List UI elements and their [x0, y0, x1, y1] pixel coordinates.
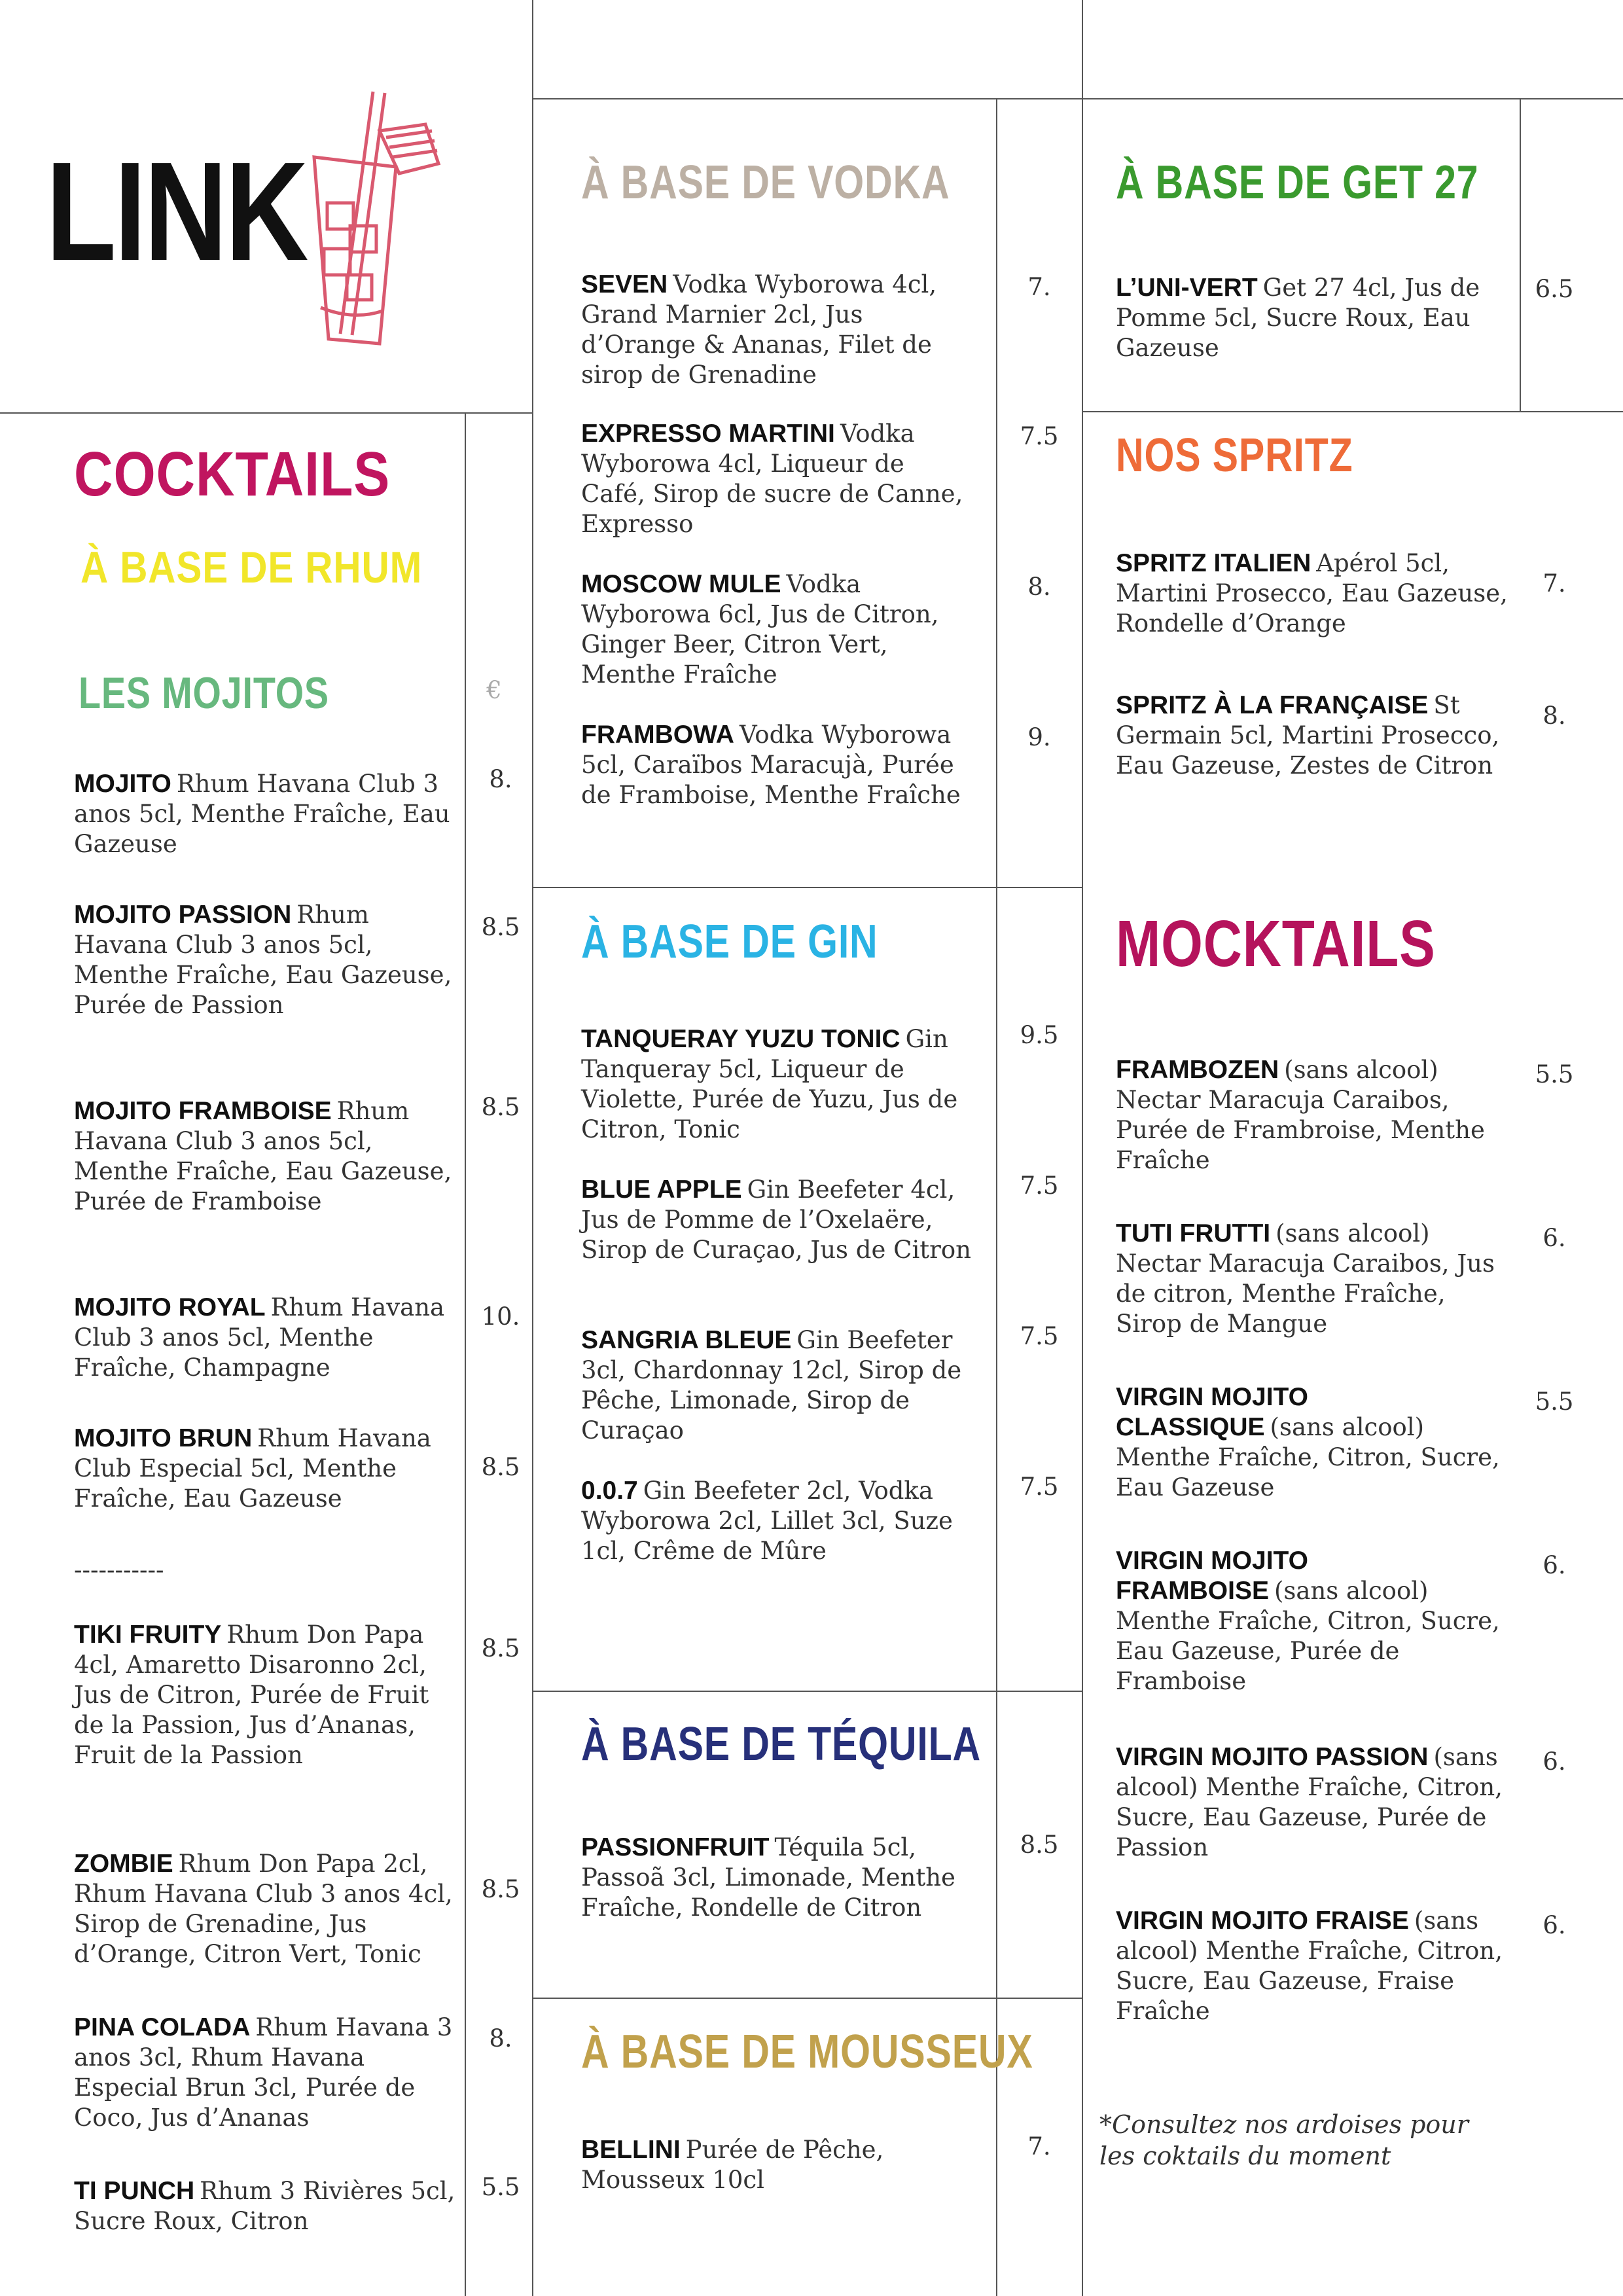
cocktails-title: COCKTAILS [74, 439, 391, 509]
item-price: 9. [1027, 723, 1051, 751]
item-price: 10. [481, 1302, 520, 1331]
item-desc: Vodka Wyborowa 4cl, Liqueur de Café, Sirop de sucre de Canne, Expresso [581, 420, 963, 538]
item-price: 8.5 [481, 1634, 520, 1662]
menu-item [581, 2135, 974, 2195]
divider [532, 0, 533, 2296]
item-desc: Apérol 5cl, Martini Prosecco, Eau Gazeuse, Rondelle d’Orange [1116, 549, 1508, 637]
menu-item [581, 569, 974, 690]
item-name: TIKI FRUITY [74, 1621, 222, 1649]
menu-item [581, 1024, 974, 1145]
item-price: 7.5 [1020, 422, 1059, 450]
divider [1082, 0, 1083, 2296]
menu-item [581, 1833, 974, 1923]
currency: € [486, 676, 502, 704]
menu-item [74, 900, 463, 1020]
item-price: 6. [1543, 1911, 1566, 1939]
divider [532, 1998, 1082, 1999]
item-price: 5.5 [1535, 1060, 1574, 1088]
item-price: 8.5 [481, 1093, 520, 1121]
item-price: 6. [1543, 1551, 1566, 1579]
item-desc: Rhum Havana Club 3 anos 5cl, Menthe Fraîche, Champagne [74, 1293, 445, 1382]
divider [996, 98, 997, 2296]
divider [532, 1691, 1082, 1692]
item-name: SEVEN [581, 270, 668, 298]
item-name: PASSIONFRUIT [581, 1833, 770, 1861]
menu-item [1116, 1382, 1508, 1503]
item-name: MOSCOW MULE [581, 570, 781, 598]
item-desc: Rhum Havana Club Especial 5cl, Menthe Fraîche, Eau Gazeuse [74, 1424, 431, 1513]
vodka-title: À BASE DE VODKA [581, 156, 950, 209]
item-name: MOJITO ROYAL [74, 1293, 266, 1321]
menu-item [581, 1325, 974, 1446]
item-desc: Gin Tanqueray 5cl, Liqueur de Violette, Purée de Yuzu, Jus de Citron, Tonic [581, 1025, 958, 1143]
item-desc: Gin Beefeter 3cl, Chardonnay 12cl, Sirop de Pêche, Limonade, Sirop de Curaçao [581, 1326, 962, 1444]
item-desc: Purée de Pêche, Mousseux 10cl [581, 2136, 884, 2194]
item-name: TUTI FRUTTI [1116, 1219, 1271, 1247]
gin-title: À BASE DE GIN [581, 916, 878, 968]
item-name: MOJITO FRAMBOISE [74, 1097, 332, 1125]
item-name: MOJITO BRUN [74, 1424, 253, 1452]
item-name: TANQUERAY YUZU TONIC [581, 1025, 901, 1053]
item-desc: Vodka Wyborowa 6cl, Jus de Citron, Ginger Beer, Citron Vert, Menthe Fraîche [581, 570, 939, 689]
tequila-title: À BASE DE TÉQUILA [581, 1718, 981, 1770]
item-price: 7. [1027, 2132, 1051, 2161]
menu-item [581, 720, 974, 810]
menu-item [1116, 1219, 1508, 1339]
menu-item [581, 1476, 974, 1566]
menu-item [74, 2176, 463, 2236]
menu-item [74, 769, 463, 859]
menu-item [1116, 1055, 1508, 1175]
menu-item [74, 1096, 463, 1217]
item-price: 7.5 [1020, 1473, 1059, 1501]
item-desc: Gin Beefeter 4cl, Jus de Pomme de l’Oxelaëre, Sirop de Curaçao, Jus de Citron [581, 1175, 971, 1264]
menu-item [74, 1849, 467, 1969]
divider [532, 98, 1623, 99]
item-desc: (sans alcool) Menthe Fraîche, Citron, Sucre, Eau Gazeuse, Purée de Passion [1116, 1743, 1503, 1861]
item-name: BELLINI [581, 2136, 681, 2164]
item-price: 8.5 [481, 913, 520, 941]
item-name: SPRITZ À LA FRANÇAISE [1116, 691, 1429, 719]
item-price: 7.5 [1020, 1172, 1059, 1200]
item-name: MOJITO PASSION [74, 901, 292, 929]
item-desc: (sans alcool) Menthe Fraîche, Citron, Sucre, Eau Gazeuse [1116, 1413, 1500, 1501]
menu-item [1116, 1906, 1508, 2026]
divider [1520, 98, 1521, 411]
item-price: 6. [1543, 1224, 1566, 1252]
item-price: 5.5 [1535, 1388, 1574, 1416]
item-price: 7.5 [1020, 1322, 1059, 1350]
item-name: SPRITZ ITALIEN [1116, 549, 1311, 577]
item-name: SANGRIA BLEUE [581, 1326, 792, 1354]
mocktails-title: MOCKTAILS [1116, 907, 1436, 980]
item-price: 9.5 [1020, 1021, 1059, 1049]
item-price: 8.5 [481, 1453, 520, 1481]
item-name: FRAMBOWA [581, 721, 734, 749]
menu-item [74, 1424, 463, 1514]
item-desc: (sans alcool) Nectar Maracuja Caraibos, Jus de citron, Menthe Fraîche, Sirop de Mangue [1116, 1219, 1495, 1338]
rhum-title: À BASE DE RHUM [80, 543, 423, 592]
item-desc: (sans alcool) Nectar Maracuja Caraibos, Purée de Frambroise, Menthe Fraîche [1116, 1056, 1485, 1174]
mousseux-title: À BASE DE MOUSSEUX [581, 2026, 1033, 2078]
get27-title: À BASE DE GET 27 [1116, 156, 1479, 209]
item-name: VIRGIN MOJITO PASSION [1116, 1743, 1429, 1771]
item-name: PINA COLADA [74, 2013, 251, 2041]
menu-item [581, 419, 974, 539]
item-price: 7. [1027, 273, 1051, 301]
separator: ----------- [74, 1556, 164, 1584]
item-desc: Get 27 4cl, Jus de Pomme 5cl, Sucre Roux, Eau Gazeuse [1116, 274, 1480, 362]
item-name: VIRGIN MOJITO FRAISE [1116, 1907, 1409, 1935]
item-desc: (sans alcool) Menthe Fraîche, Citron, Sucre, Eau Gazeuse, Purée de Framboise [1116, 1577, 1500, 1695]
item-desc: Rhum Havana Club 3 anos 5cl, Menthe Fraîche, Eau Gazeuse [74, 770, 450, 858]
menu-item [1116, 1742, 1508, 1863]
item-desc: (sans alcool) Menthe Fraîche, Citron, Sucre, Eau Gazeuse, Fraise Fraîche [1116, 1907, 1503, 2025]
item-price: 8. [1543, 702, 1566, 730]
menu-item [581, 270, 974, 390]
item-desc: Vodka Wyborowa 5cl, Caraïbos Maracujà, Purée de Framboise, Menthe Fraîche [581, 721, 961, 809]
item-name: 0.0.7 [581, 1477, 638, 1505]
item-price: 8. [489, 765, 512, 793]
divider [532, 887, 1082, 888]
item-desc: Rhum 3 Rivières 5cl, Sucre Roux, Citron [74, 2177, 455, 2235]
item-price: 8. [489, 2024, 512, 2053]
item-name: MOJITO [74, 770, 171, 798]
item-price: 7. [1543, 569, 1566, 598]
item-desc: Vodka Wyborowa 4cl, Grand Marnier 2cl, Jus d’Orange & Ananas, Filet de sirop de Grenadine [581, 270, 937, 389]
item-price: 6. [1543, 1748, 1566, 1776]
item-name: VIRGIN MOJITO CLASSIQUE [1116, 1383, 1308, 1441]
menu-item [74, 2013, 463, 2133]
item-price: 8. [1027, 573, 1051, 601]
item-desc: St Germain 5cl, Martini Prosecco, Eau Gazeuse, Zestes de Citron [1116, 691, 1500, 780]
cocktail-glass-icon [288, 85, 452, 347]
item-name: ZOMBIE [74, 1850, 173, 1878]
menu-item [1116, 1546, 1508, 1696]
menu-item [1116, 548, 1508, 639]
menu-item [1116, 273, 1508, 363]
divider [1082, 411, 1623, 412]
mojitos-title: LES MOJITOS [79, 668, 329, 718]
menu-item [74, 1620, 463, 1770]
menu-item [1116, 691, 1508, 781]
item-price: 8.5 [481, 1875, 520, 1903]
item-price: 5.5 [481, 2173, 520, 2201]
item-desc: Rhum Havana 3 anos 3cl, Rhum Havana Especial Brun 3cl, Purée de Coco, Jus d’Ananas [74, 2013, 453, 2132]
item-desc: Gin Beefeter 2cl, Vodka Wyborowa 2cl, Lillet 3cl, Suze 1cl, Crême de Mûre [581, 1477, 953, 1565]
item-name: TI PUNCH [74, 2177, 195, 2205]
item-desc: Rhum Don Papa 4cl, Amaretto Disaronno 2cl, Jus de Citron, Purée de Fruit de la Passion, Jus d’Ananas, Fruit de la Passion [74, 1621, 429, 1769]
menu-item [74, 1293, 463, 1383]
menu-item [581, 1175, 974, 1265]
item-name: FRAMBOZEN [1116, 1056, 1279, 1084]
spritz-title: NOS SPRITZ [1116, 429, 1353, 482]
item-price: 8.5 [1020, 1831, 1059, 1859]
item-name: EXPRESSO MARTINI [581, 420, 835, 448]
item-name: VIRGIN MOJITO FRAMBOISE [1116, 1547, 1308, 1605]
logo: LINK [46, 132, 307, 290]
item-desc: Rhum Havana Club 3 anos 5cl, Menthe Fraîche, Eau Gazeuse, Purée de Framboise [74, 1097, 452, 1215]
item-desc: Rhum Don Papa 2cl, Rhum Havana Club 3 anos 4cl, Sirop de Grenadine, Jus d’Orange, Citron Vert, Tonic [74, 1850, 453, 1968]
divider [0, 412, 532, 414]
item-price: 6.5 [1535, 275, 1574, 303]
item-name: L’UNI-VERT [1116, 274, 1258, 302]
item-desc: Téquila 5cl, Passoã 3cl, Limonade, Menthe Fraîche, Rondelle de Citron [581, 1833, 955, 1922]
item-desc: Rhum Havana Club 3 anos 5cl, Menthe Fraîche, Eau Gazeuse, Purée de Passion [74, 901, 452, 1019]
item-name: BLUE APPLE [581, 1175, 742, 1204]
footnote: *Consultez nos ardoises pour les coktails du moment [1099, 2110, 1469, 2170]
